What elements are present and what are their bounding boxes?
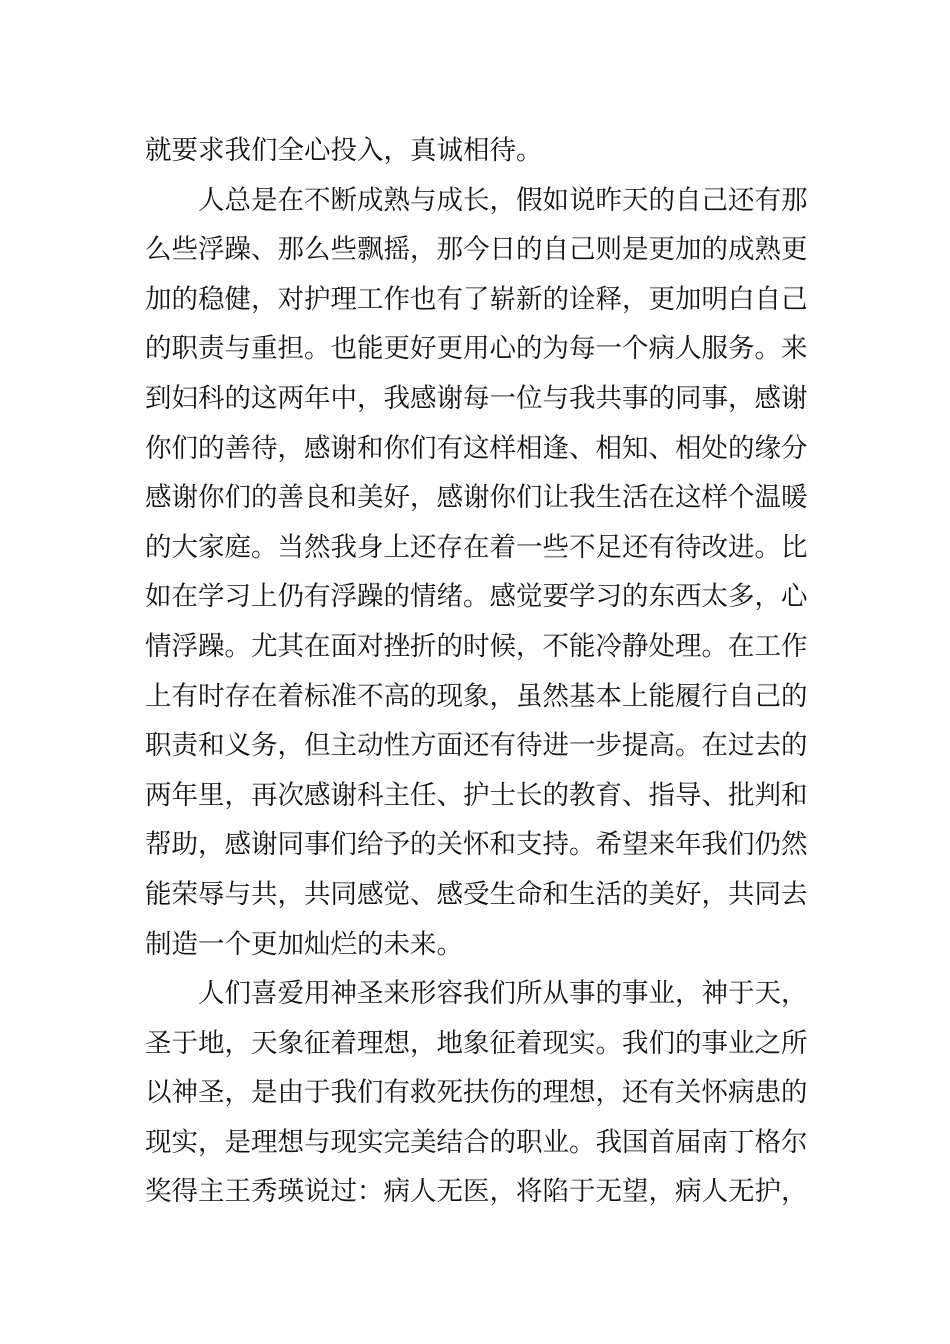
text-line: 就要求我们全心投入，真诚相待。 [145, 135, 543, 166]
text-line: 职责和义务，但主动性方面还有待进一步提高。在过去的 [145, 730, 808, 762]
text-line: 上有时存在着标准不高的现象，虽然基本上能履行自己的 [145, 680, 808, 712]
text-line: 制造一个更加灿烂的未来。 [145, 928, 463, 960]
text-line: 的大家庭。当然我身上还存在着一些不足还有待改进。比 [145, 531, 808, 563]
text-line: 现实，是理想与现实完美结合的职业。我国首届南丁格尔 [145, 1126, 808, 1158]
text-line: 感谢你们的善良和美好，感谢你们让我生活在这样个温暖 [145, 482, 808, 514]
text-line: 奖得主王秀瑛说过：病人无医，将陷于无望，病人无护， [145, 1176, 808, 1208]
text-line: 到妇科的这两年中，我感谢每一位与我共事的同事，感谢 [145, 382, 808, 414]
text-line: 两年里，再次感谢科主任、护士长的教育、指导、批判和 [145, 779, 808, 811]
body-text [145, 126, 815, 1217]
text-line: 以神圣，是由于我们有救死扶伤的理想，还有关怀病患的 [145, 1077, 808, 1109]
text-line: 能荣辱与共，共同感觉、感受生命和生活的美好，共同去 [145, 878, 808, 910]
text-line: 加的稳健，对护理工作也有了崭新的诠释，更加明白自己 [145, 283, 808, 315]
text-line: 么些浮躁、那么些飘摇，那今日的自己则是更加的成熟更 [145, 234, 808, 266]
text-line: 帮助，感谢同事们给予的关怀和支持。希望来年我们仍然 [145, 829, 808, 861]
text-line: 你们的善待，感谢和你们有这样相逢、相知、相处的缘分 [145, 432, 808, 464]
text-line: 的职责与重担。也能更好更用心的为每一个病人服务。来 [145, 333, 808, 365]
paragraph-first-line: 人总是在不断成熟与成长，假如说昨天的自己还有那 [198, 184, 808, 216]
text-line: 如在学习上仍有浮躁的情绪。感觉要学习的东西太多，心 [145, 581, 808, 613]
paragraph-first-line: 人们喜爱用神圣来形容我们所从事的事业，神于天， [198, 978, 808, 1010]
text-line: 圣于地，天象征着理想，地象征着现实。我们的事业之所 [145, 1027, 808, 1059]
text-line: 情浮躁。尤其在面对挫折的时候，不能冷静处理。在工作 [145, 630, 808, 662]
